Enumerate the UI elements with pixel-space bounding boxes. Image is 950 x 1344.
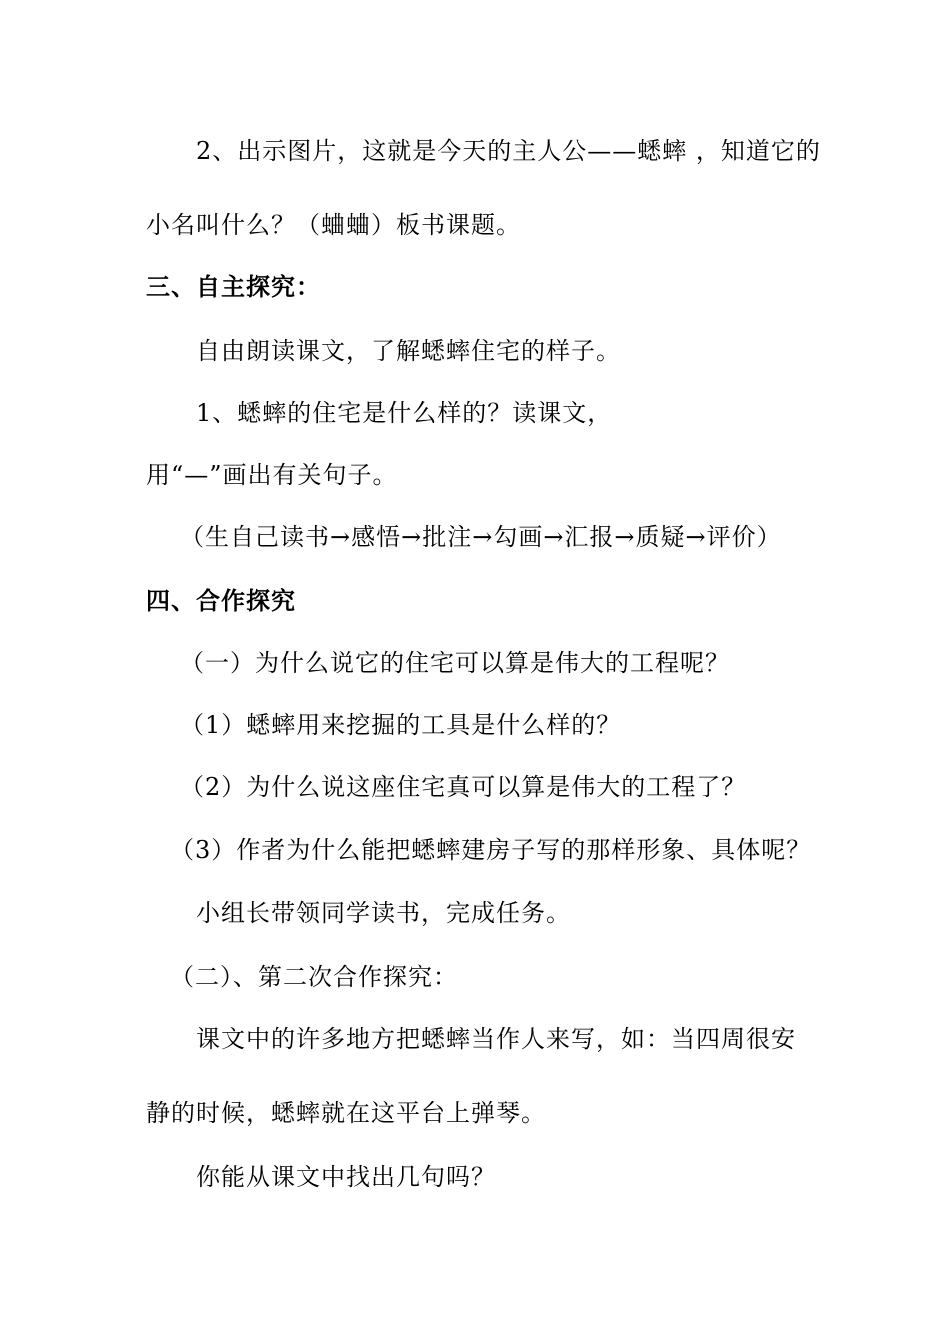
paragraph-line-12: （3）作者为什么能把蟋蟀建房子写的那样形象、具体呢？	[170, 836, 812, 864]
paragraph-line-6: 用“—”画出有关句子。	[146, 461, 398, 489]
section-heading-4: 四、合作探究	[146, 586, 296, 615]
paragraph-line-13: 小组长带领同学读书，完成任务。	[196, 899, 571, 927]
paragraph-line-7: （生自己读书→感悟→批注→勾画→汇报→质疑→评价）	[180, 523, 782, 551]
paragraph-line-5: 1、蟋蟀的住宅是什么样的？读课文，	[196, 399, 613, 427]
paragraph-line-15: 课文中的许多地方把蟋蟀当作人来写，如：当四周很安	[196, 1025, 796, 1053]
paragraph-line-4: 自由朗读课文，了解蟋蟀住宅的样子。	[196, 337, 621, 365]
section-heading-3: 三、自主探究：	[146, 272, 321, 301]
paragraph-line-2: 小名叫什么？（蛐蛐）板书课题。	[146, 211, 521, 239]
paragraph-line-16: 静的时候，蟋蟀就在这平台上弹琴。	[146, 1099, 546, 1127]
paragraph-line-14: （二）、第二次合作探究：	[170, 963, 458, 991]
paragraph-line-1: 2、出示图片，这就是今天的主人公——蟋蟀 ，知道它的	[196, 137, 821, 165]
paragraph-line-10: （1）蟋蟀用来挖掘的工具是什么样的？	[180, 711, 622, 739]
paragraph-line-17: 你能从课文中找出几句吗？	[196, 1163, 496, 1191]
paragraph-line-11: （2）为什么说这座住宅真可以算是伟大的工程了？	[180, 773, 747, 801]
paragraph-line-9: （一）为什么说它的住宅可以算是伟大的工程呢？	[180, 649, 730, 677]
